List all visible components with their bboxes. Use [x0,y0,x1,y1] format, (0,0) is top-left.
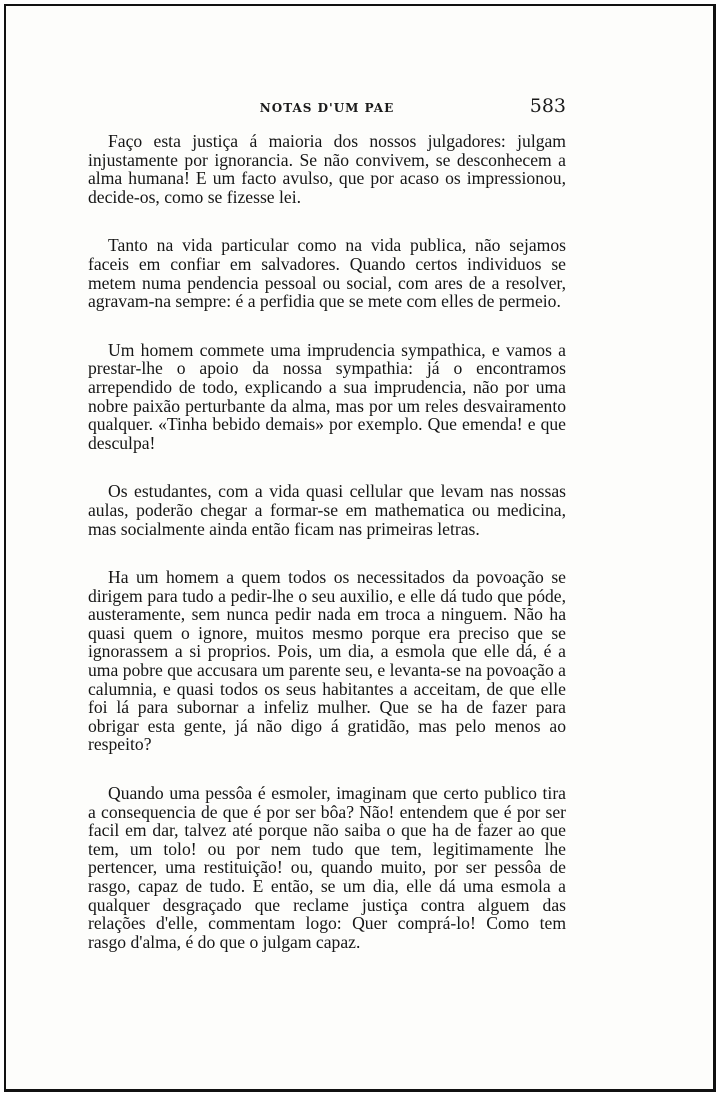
page-number: 583 [529,95,566,117]
paragraph: Um homem commete uma imprudencia sympathica, e vamos a prestar-lhe o apoio da nossa sympathia: já o encontramos arrependido de todo, explicando a sua imprudencia, não por uma nobre paixão perturbante da alma, mas por um reles desvairamento qualquer. «Tinha bebido demais» por exemplo. Que emenda! e que desculpa! [88,339,566,453]
text-body [88,132,566,951]
paragraph: Faço esta justiça á maioria dos nossos julgadores: julgam injustamente por ignorancia. Se não convivem, se desconhecem a alma humana! E um facto avulso, que por acaso os impressionou, decide-os, como se fizesse lei. [88,131,566,207]
running-head: NOTAS D'UM PAE [259,101,395,115]
paragraph: Ha um homem a quem todos os necessitados da povoação se dirigem para tudo a pedir-lhe o seu auxilio, e elle dá tudo que póde, austeramente, sem nunca pedir nada em troca a ninguem. Não ha quasi quem o ignore, muitos mesmo porque era preciso que se ignorassem a si proprios. Pois, um dia, a esmola que elle dá, é a uma pobre que accusara um parente seu, e levanta-se na povoação a calumnia, e quasi todos os seus habitantes a acceitam, de que elle foi lá para subornar a infeliz mulher. Que se ha de fazer para obrigar esta gente, já não digo á gratidão, mas pelo menos ao respeito? [88,567,566,755]
paragraph: Os estudantes, com a vida quasi cellular que levam nas nossas aulas, poderão chegar a formar-se em mathematica ou medicina, mas socialmente ainda então ficam nas primeiras letras. [88,481,566,539]
paragraph: Tanto na vida particular como na vida publica, não sejamos faceis em confiar em salvadores. Quando certos individuos se metem numa pendencia pessoal ou social, com ares de a resolver, agravam-na sempre: é a perfidia que se mete com elles de permeio. [88,235,566,312]
page-header [88,95,566,121]
paragraph: Quando uma pessôa é esmoler, imaginam que certo publico tira a consequencia de que é por ser bôa? Não! entendem que é por ser facil em dar, talvez até porque não saiba o que ha de fazer ao que tem, um tolo! ou por nem tudo que tem, legitimamente lhe pertencer, uma restituição! ou, quando muito, por ser pessôa de rasgo, capaz de tudo. E então, se um dia, elle dá uma esmola a qualquer desgraçado que reclame justiça contra alguem das relações d'elle, commentam logo: Quer comprá-lo! Como tem rasgo d'alma, é do que o julgam capaz. [88,783,566,952]
